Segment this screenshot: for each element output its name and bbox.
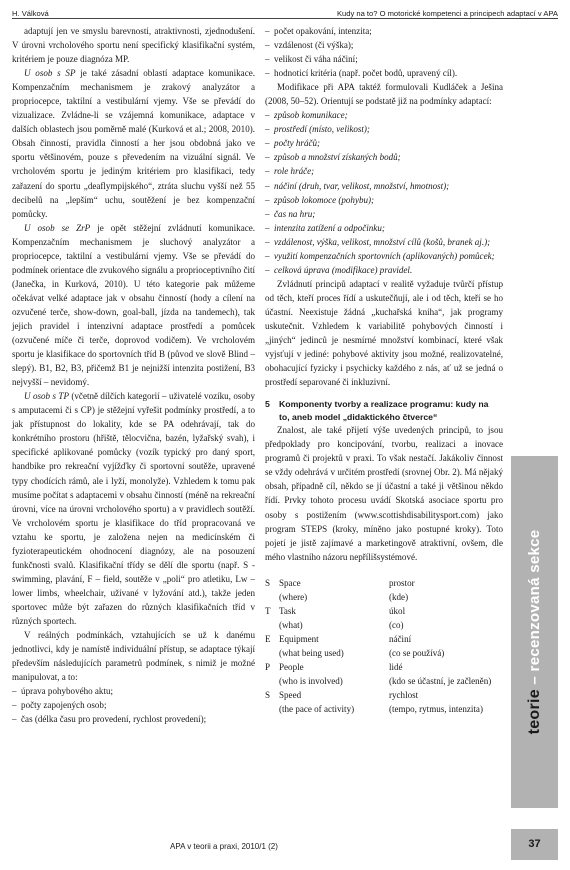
steps-letter <box>265 590 279 604</box>
table-row <box>265 688 491 702</box>
list-item-text: náčiní (druh, tvar, velikost, množství, hmotnost); <box>274 180 450 191</box>
list-item-text: úprava pohybového aktu; <box>21 686 113 697</box>
list-item: – způsob komunikace; <box>265 110 348 121</box>
list-item: – počty zapojených osob; <box>12 700 107 711</box>
steps-letter: E <box>265 633 271 644</box>
list-item: – počet opakování, intenzita; <box>265 26 372 36</box>
steps-english: Space <box>279 577 301 588</box>
paragraph-text: je také zásadní oblastí adaptace komunikace. Kompenzačním mechanismem je zrakový analyzátor a propriocepce, taktilní a vestibulární vjemy. Vše se převádí do vizualizace. Zvládne-li se vzájemná komunikace, adaptace v dalších oblastech jsou poměrně malé (Kurková et al.; 2008, 2010). Obsah činností, pravidla činností a her jsou obdobná jako ve sportu většinovém, pouze s převedením na vizuální signál. Ve vrcholovém sportu je jediným kritériem pro klasifikaci, tedy zařazení do sportu „deaflympijského“, ztráta sluchu vyšší než 55 decibelů na „lepším“ uchu, soutěžení je bez kompenzační pomůcky. <box>12 68 255 219</box>
steps-english: Task <box>279 605 296 616</box>
steps-czech: náčiní <box>389 633 412 644</box>
list-item: – úprava pohybového aktu; <box>12 686 113 697</box>
steps-czech: úkol <box>389 605 406 616</box>
steps-english: (who is involved) <box>279 676 343 687</box>
page-number: 37 <box>511 829 558 860</box>
list-item: – počty hráčů; <box>265 138 321 149</box>
table-row <box>265 590 491 604</box>
list-item: – role hráče; <box>265 166 315 177</box>
list-item-text: hodnoticí kritéria (např. počet bodů, upravený cíl). <box>274 68 458 79</box>
header-author: H. Válková <box>12 9 49 18</box>
side-band-label <box>526 530 544 735</box>
list-item: – čas na hru; <box>265 208 316 219</box>
paragraph: Znalost, ale také přijetí výše uvedených principů, to jsou předpoklady pro koncipování, tvorbu, realizaci a inovace programů či projektů v praxi. To však nestačí. Jakákoliv činnost se vždy odehrává v určitém prostředí (srovnej Obr. 2). Má nějaký obsah, případně cíl, někdo se jí účastní a také ji většinou někdo řídí. Prvky tohoto procesu uvádí Skotská asociace sportu pro osoby s postižením (www.scottishdisabilitysport.com) jako program STEPS (kroky, míněno jako postupné kroky). Toto pojetí je jistě zajímavé a marketingově atraktivní, ovšem, dle mého vlastního názoru nepřílišsystémové. <box>265 425 503 562</box>
steps-english: (what being used) <box>279 647 344 658</box>
list-item-text: čas (délka času pro provedení, rychlost provedení); <box>21 714 207 725</box>
section-number: 5 <box>265 399 270 410</box>
steps-czech: (tempo, rytmus, intenzita) <box>389 704 483 715</box>
list-item-text: počty zapojených osob; <box>21 700 107 711</box>
steps-letter: S <box>265 577 271 588</box>
list-item-text: počet opakování, intenzita; <box>274 26 372 36</box>
steps-letter <box>265 702 279 716</box>
paragraph-text: je opět stěžejní zvládnutí komunikace. Kompenzačním mechanismem je sluchový analyzátor a propriocepce, taktilní a vestibulární vjemy. Vše se převádí do podmínek orientace dle zvukového signálu a proprioceptivního čití (Janečka, in Kurková, 2010). U této kategorie pak můžeme očekávat velké adaptace jak v obsahu činností (hody a cílení na ozvučené terče, show-down, goal-ball, jízda na tandemech), tak jejich pravidel i intenzivní adaptace prostředí a pomůcek (ozvučené míče či terče, doprovod vodičem). Ve vrcholovém sportu je klasifikace do sportovních tříd B (původ ve slově Blind – slepý). B1, B2, B3, přičemž B1 je nejnižší intenzita postižení, B3 nejvyšší – nevidomý. <box>12 222 256 388</box>
right-column <box>265 24 503 716</box>
steps-czech: (co se používá) <box>389 647 445 658</box>
section-heading <box>265 398 503 423</box>
table-row <box>265 604 491 618</box>
list-item-text: vzdálenost (či výška); <box>274 40 354 51</box>
steps-english: (the pace of activity) <box>279 704 355 715</box>
steps-czech: (kde) <box>389 591 409 602</box>
list-item-text: způsob komunikace; <box>274 110 348 121</box>
steps-english: Speed <box>279 690 302 701</box>
list-item: – celková úprava (modifikace) pravidel. <box>265 264 413 275</box>
list-item: – vzdálenost, výška, velikost, množství cílů (košů, branek aj.); <box>265 236 491 247</box>
list-item: – využití kompenzačních sportovních (aplikovaných) pomůcek; <box>265 250 495 261</box>
paragraph <box>12 389 255 628</box>
list-item-text: celková úprava (modifikace) pravidel. <box>274 264 413 275</box>
list-item-text: využití kompenzačních sportovních (aplikovaných) pomůcek; <box>274 250 495 261</box>
list-item-text: způsob a množství získaných bodů; <box>274 152 401 163</box>
steps-czech: prostor <box>389 577 415 588</box>
table-row <box>265 674 491 688</box>
list-item-text: intenzita zatížení a odpočinku; <box>274 222 385 233</box>
table-row <box>265 660 491 674</box>
table-row <box>265 618 491 632</box>
side-band-word1: teorie <box>525 689 543 735</box>
paragraph <box>12 221 255 390</box>
table-row <box>265 576 491 590</box>
steps-czech: (kdo se účastní, je začleněn) <box>389 676 492 687</box>
list-item: – prostředí (místo, velikost); <box>265 124 370 135</box>
paragraph-lead: U osob s TP <box>24 391 69 402</box>
list-item-text: role hráče; <box>274 166 315 177</box>
steps-letter <box>265 646 279 660</box>
paragraph <box>12 66 255 221</box>
paragraph: V reálných podmínkách, vztahujících se už k danému jednotlivci, kdy je namístě individuální přístup, se adaptace týkají především následujících parametrů podmínek, s nimiž je možné manipulovat, a to: <box>12 630 255 683</box>
left-column <box>12 24 255 726</box>
side-band-dash: – <box>525 675 543 685</box>
steps-letter <box>265 618 279 632</box>
steps-letter: S <box>265 690 271 701</box>
header-title: Kudy na to? O motorické kompetenci a principech adaptací v APA <box>336 9 558 18</box>
steps-english: People <box>279 661 304 672</box>
steps-english: (where) <box>279 591 308 602</box>
paragraph: Zvládnutí principů adaptací v realitě vyžaduje tvůrčí přístup od těch, kteří proces řídí a uskutečňují, ale i od těch, kteří se ho účastní. Neexistuje žádná „kuchařská kniha“, jak programy uskutečnit. Vzhledem k variabilitě pohybových činností i „jiných“ jedinců je nesmírné množství kombinací, které však vyjsťují v jediné: pohybové aktivity jsou možné, realizovatelné, obohacující fyzicky i psychicky každého z nás, ať už se jedná o prostředí separované či inkluzivní. <box>265 278 503 388</box>
paragraph-lead: U osob se ZrP <box>24 222 91 233</box>
paragraph: adaptují jen ve smyslu barevnosti, atraktivnosti, zjednodušení. V úrovni vrcholového sportu není specifický klasifikační systém, kritériem je pouze diagnóza MP. <box>12 26 255 65</box>
table-row <box>265 702 491 716</box>
header-rule <box>12 18 558 19</box>
steps-letter <box>265 674 279 688</box>
section-title-line1: Komponenty tvorby a realizace programu: kudy na <box>279 399 489 410</box>
list-item-text: počty hráčů; <box>274 138 321 149</box>
list-item: – náčiní (druh, tvar, velikost, množství, hmotnost); <box>265 180 450 191</box>
steps-czech: (co) <box>389 619 404 630</box>
section-title-line2: to, aneb model „didaktického čtverce“ <box>279 411 438 422</box>
paragraph: Modifikace při APA taktéž formulovali Kudláček a Ješina (2008, 50–52). Orientují se podstatě již na podmínky adaptací: <box>265 82 503 107</box>
steps-table <box>265 576 491 716</box>
list-item: – velikost či váha náčiní; <box>265 54 358 65</box>
right-column-top <box>265 24 503 389</box>
list-item: – intenzita zatížení a odpočinku; <box>265 222 385 233</box>
paragraph-lead: U osob s SP <box>24 68 76 79</box>
side-band-word2: recenzovaná sekce <box>525 529 543 672</box>
steps-czech: rychlost <box>389 690 419 701</box>
right-column-after <box>265 423 503 563</box>
list-item: – hodnoticí kritéria (např. počet bodů, upravený cíl). <box>265 68 458 79</box>
list-item-text: prostředí (místo, velikost); <box>274 124 370 135</box>
page-footer: APA v teorii a praxi, 2010/1 (2) <box>170 842 278 851</box>
steps-letter: P <box>265 661 271 672</box>
list-item: – způsob lokomoce (pohybu); <box>265 194 375 205</box>
list-item: – čas (délka času pro provedení, rychlost provedení); <box>12 714 207 725</box>
steps-czech: lidé <box>389 661 403 672</box>
list-item-text: čas na hru; <box>274 208 316 219</box>
table-row <box>265 646 491 660</box>
paragraph-text: (včetně dílčích kategorií – uživatelé vozíku, osoby s amputacemi či s CP) je stěžejní vyřešit podmínky prostředí, a to jak přístupnost do lokality, kde se PA odehrávají, tak do konkrétního prostoru (hřiště, tělocvična, bazén, lyžařský svah), i specifické aplikované pomůcky (vozík typický pro daný sport, handbike pro rekreační vyjížďky či sportovní soutěže, upravené typy chodících rámů, ale i lyží, monolyže). Vzhledem k tomu pak musíme počítat s adaptacemi v obsahu činností (méně na rekreační úrovni, více na úrovni vrcholového sportu) a v pravidlech soutěží. Ve vrcholovém sportu je klasifikace do tříd propracovaná ve vztahu ke sportu, je založena nejen na medicínském či fyzioterapeutickém ohodnocení diagnózy, ale na posouzení funkčnosti svalů. Klasifikační třídy se dělí dle sportu (např. S - swimming, plavání, F – field, soutěže v „poli“ pro atletiku, Lw – lower limbs, wheelchair, užívané v lyžování atd.), takže jeden sportovec může být zařazen do různých klasifikačních tříd v různých sportech. <box>12 391 255 626</box>
list-item: – způsob a množství získaných bodů; <box>265 152 401 163</box>
steps-letter: T <box>265 605 271 616</box>
table-row <box>265 632 491 646</box>
list-item-text: způsob lokomoce (pohybu); <box>274 194 375 205</box>
steps-english: (what) <box>279 619 303 630</box>
list-item-text: velikost či váha náčiní; <box>274 54 358 65</box>
steps-english: Equipment <box>279 633 319 644</box>
list-item-text: vzdálenost, výška, velikost, množství cílů (košů, branek aj.); <box>274 236 491 247</box>
list-item: – vzdálenost (či výška); <box>265 40 354 51</box>
section-side-band <box>511 456 558 808</box>
